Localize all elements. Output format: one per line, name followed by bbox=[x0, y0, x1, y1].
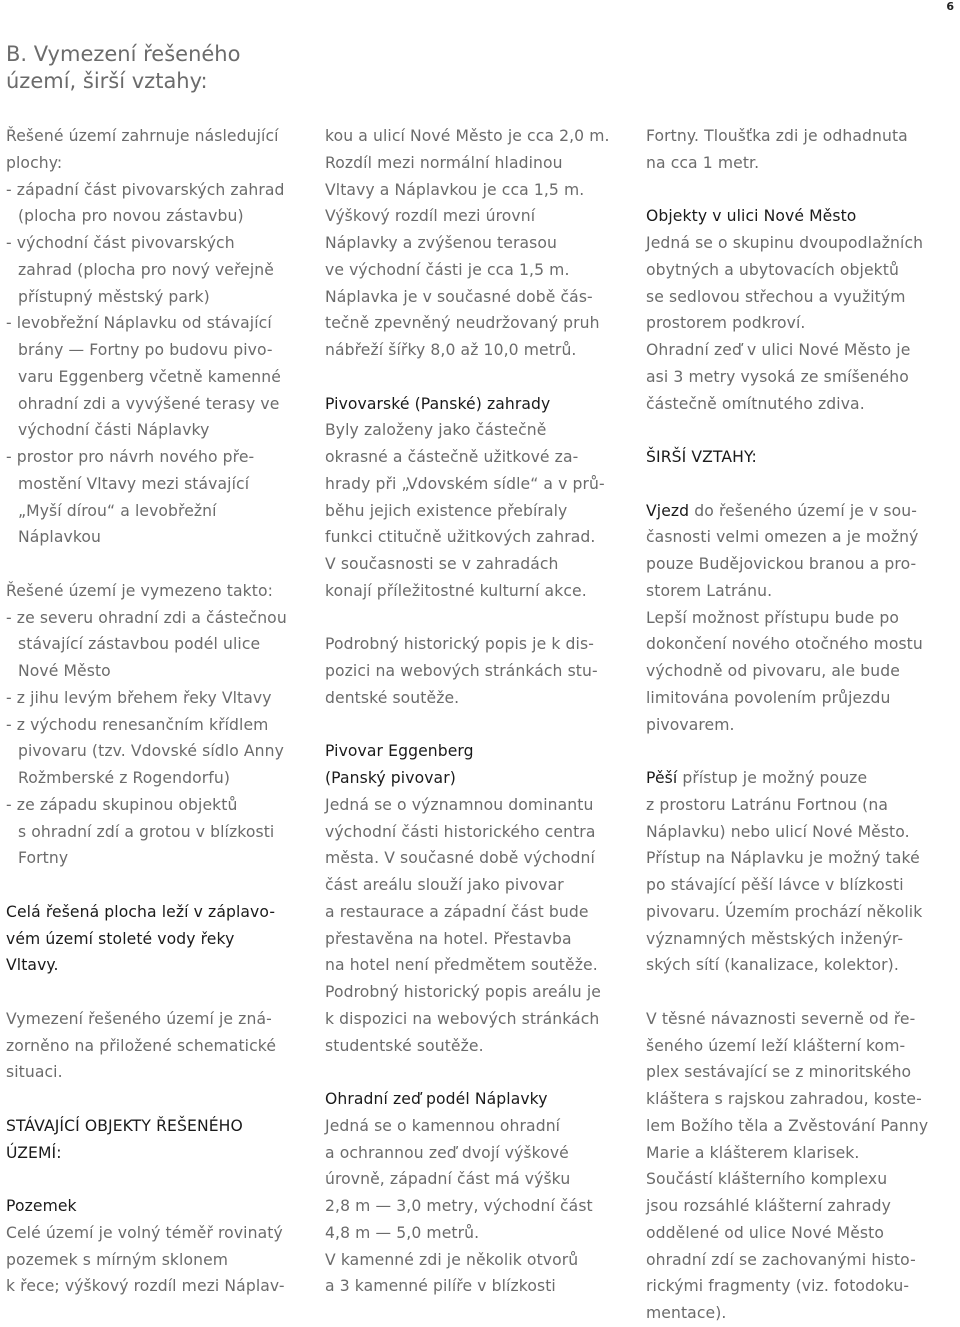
text-line: - východní část pivovarských bbox=[6, 234, 235, 252]
text-line: Výškový rozdíl mezi úrovní bbox=[325, 207, 536, 226]
paragraph-pesi bbox=[646, 792, 946, 979]
vjezd-rest: do řešeného území je v sou- bbox=[689, 501, 917, 520]
page-title bbox=[6, 41, 306, 95]
paragraph-zaplavove-uzemi bbox=[6, 899, 306, 979]
heading-sirsi-vztahy: ŠIRŠÍ VZTAHY: bbox=[646, 448, 757, 466]
paragraph-vjezd bbox=[646, 524, 946, 738]
text-line: Náplavka je v současné době čás- bbox=[325, 287, 593, 306]
text-line: Nové Město bbox=[18, 662, 111, 680]
text-line: oddělené od ulice Nové Město bbox=[646, 1223, 884, 1242]
text-line: a restaurace a západní část bude bbox=[325, 902, 589, 921]
text-line: k dispozici na webových stránkách bbox=[325, 1009, 600, 1028]
column-left bbox=[6, 123, 306, 1300]
text-line: ohradní zdi a vyvýšené terasy ve bbox=[18, 394, 280, 413]
paragraph-pivovar bbox=[325, 792, 625, 1060]
text-line: obytných a ubytovacích objektů bbox=[646, 260, 899, 279]
text-line: Řešené území je vymezeno takto: bbox=[6, 581, 274, 600]
text-line: východní části Náplavky bbox=[18, 421, 210, 440]
text-line: V současnosti se v zahradách bbox=[325, 555, 559, 573]
paragraph-zahrady bbox=[325, 417, 625, 604]
text-line: a ochrannou zeď dvojí výškové bbox=[325, 1143, 569, 1162]
text-line: Lepší možnost přístupu bude po bbox=[646, 608, 900, 627]
text-line: limitována povolením průjezdu bbox=[646, 688, 891, 707]
text-line: (plocha pro novou zástavbu) bbox=[18, 207, 244, 226]
paragraph-klasterni-komplex bbox=[646, 1006, 946, 1327]
text-line: plochy: bbox=[6, 153, 63, 172]
text-line: z prostoru Latránu Fortnou (na bbox=[646, 795, 888, 814]
page-title-line: B. Vymezení řešeného bbox=[6, 42, 241, 66]
page-number: 6 bbox=[946, 0, 954, 13]
text-line: vém území stoleté vody řeky bbox=[6, 929, 235, 948]
text-line: funkci ctitučně užitkových zahrad. bbox=[325, 528, 596, 547]
text-line: Marie a klášterem klarisek. bbox=[646, 1143, 860, 1162]
text-line: úrovně, západní část má výšku bbox=[325, 1170, 571, 1189]
text-line: zahrad (plocha pro nový veřejně bbox=[18, 260, 274, 279]
text-line: významných městských inženýr- bbox=[646, 929, 904, 948]
column-middle bbox=[325, 123, 625, 1300]
text-line: na cca 1 metr. bbox=[646, 153, 760, 172]
text-line: Celá řešená plocha leží v záplavo- bbox=[6, 902, 276, 921]
text-line: brány — Fortny po budovu pivo- bbox=[18, 341, 273, 359]
text-line: pivovaru (tzv. Vdovské sídlo Anny bbox=[18, 742, 284, 761]
text-line: dentské soutěže. bbox=[325, 688, 460, 707]
heading-stavajici-objekty bbox=[6, 1113, 306, 1167]
text-line: rickými fragmenty (viz. fotodoku- bbox=[646, 1277, 910, 1296]
text-line: kláštera s rajskou zahradou, koste- bbox=[646, 1090, 922, 1108]
text-line: tečně zpevněný neudržovaný pruh bbox=[325, 314, 600, 333]
paragraph-historicky-popis bbox=[325, 631, 625, 711]
text-line: plex sestávající se z minoritského bbox=[646, 1063, 912, 1082]
text-line: s ohradní zdí a grotou v blízkosti bbox=[18, 822, 275, 841]
text-line: města. V současné době východní bbox=[325, 849, 595, 868]
text-line: 2,8 m — 3,0 metry, východní část bbox=[325, 1197, 593, 1215]
text-line: východně od pivovaru, ale bude bbox=[646, 662, 900, 680]
text-line: Rožmberské z Rogendorfu) bbox=[18, 769, 231, 787]
text-line: Vltavy. bbox=[6, 956, 59, 975]
text-line: zorněno na přiložené schematické bbox=[6, 1036, 277, 1055]
text-line: Jedná se o kamennou ohradní bbox=[325, 1116, 561, 1135]
text-line: východní části historického centra bbox=[325, 822, 596, 841]
heading-objekty-nove-mesto: Objekty v ulici Nové Město bbox=[646, 207, 857, 226]
paragraph-ohradni-zed bbox=[325, 1113, 625, 1300]
text-line: situaci. bbox=[6, 1063, 63, 1082]
text-line: - z východu renesančním křídlem bbox=[6, 715, 269, 734]
text-line: stávající zástavbou podél ulice bbox=[18, 635, 261, 654]
text-line: běhu jejich existence přebíraly bbox=[325, 501, 568, 520]
text-line: na hotel není předmětem soutěže. bbox=[325, 956, 598, 975]
text-line: přístupný městský park) bbox=[18, 287, 210, 306]
text-line: lem Božího těla a Zvěstování Panny bbox=[646, 1116, 929, 1135]
text-line: ÚZEMÍ: bbox=[6, 1143, 62, 1162]
text-line: studentské soutěže. bbox=[325, 1036, 484, 1055]
text-line: pivovarem. bbox=[646, 715, 735, 734]
heading-pozemek: Pozemek bbox=[6, 1197, 77, 1215]
paragraph-vyskove-rozdily bbox=[325, 123, 625, 364]
text-line: Rozdíl mezi normální hladinou bbox=[325, 153, 563, 172]
text-line: mentace). bbox=[646, 1304, 727, 1322]
text-line: částečně omítnutého zdiva. bbox=[646, 394, 865, 413]
text-line: dokončení nového otočného mostu bbox=[646, 635, 923, 654]
heading-pivovar-eggenberg bbox=[325, 738, 625, 792]
text-line: V těsné návaznosti severně od ře- bbox=[646, 1009, 916, 1028]
text-line: Náplavku) nebo ulicí Nové Město. bbox=[646, 822, 910, 841]
text-line: 4,8 m — 5,0 metrů. bbox=[325, 1223, 480, 1242]
text-line: Jedná se o významnou dominantu bbox=[325, 795, 594, 814]
paragraph-vymezeni bbox=[6, 578, 306, 872]
text-line: jsou rozsáhlé klášterní zahrady bbox=[646, 1197, 891, 1215]
paragraph-vjezd-first-line bbox=[646, 498, 946, 525]
page-title-line: území, širší vztahy: bbox=[6, 69, 208, 93]
text-line: Podrobný historický popis areálu je bbox=[325, 983, 601, 1001]
text-line: „Myší dírou“ a levobřežní bbox=[18, 501, 217, 520]
text-line: přestavěna na hotel. Přestavba bbox=[325, 929, 572, 948]
text-line: - ze západu skupinou objektů bbox=[6, 795, 238, 814]
text-line: Náplavky a zvýšenou terasou bbox=[325, 234, 557, 252]
text-line: pozemek s mírným sklonem bbox=[6, 1250, 229, 1269]
lead-pesi: Pěší bbox=[646, 769, 678, 787]
text-line: STÁVAJÍCÍ OBJEKTY ŘEŠENÉHO bbox=[6, 1116, 243, 1135]
text-line: se sedlovou střechou a využitým bbox=[646, 287, 906, 306]
paragraph-pesi-first-line bbox=[646, 765, 946, 792]
text-line: po stávající pěší lávce v blízkosti bbox=[646, 876, 904, 894]
paragraph-plochy bbox=[6, 123, 306, 551]
text-line: Vltavy a Náplavkou je cca 1,5 m. bbox=[325, 180, 585, 199]
text-line: ských sítí (kanalizace, kolektor). bbox=[646, 956, 899, 975]
pesi-rest: přístup je možný pouze bbox=[677, 769, 868, 787]
text-line: šeného území leží klášterní kom- bbox=[646, 1036, 906, 1055]
text-line: a 3 kamenné pilíře v blízkosti bbox=[325, 1277, 556, 1296]
text-line: okrasné a částečně užitkové za- bbox=[325, 448, 579, 466]
text-line: - levobřežní Náplavku od stávající bbox=[6, 314, 272, 333]
text-line: Celé území je volný téměř rovinatý bbox=[6, 1223, 283, 1242]
text-line: nábřeží šířky 8,0 až 10,0 metrů. bbox=[325, 341, 577, 359]
text-line: kou a ulicí Nové Město je cca 2,0 m. bbox=[325, 127, 610, 145]
text-line: Ohradní zeď v ulici Nové Město je bbox=[646, 341, 911, 359]
text-line: ohradní zdí se zachovanými histo- bbox=[646, 1250, 916, 1269]
text-line: asi 3 metry vysoká ze smíšeného bbox=[646, 367, 909, 386]
paragraph-fortny bbox=[646, 123, 946, 177]
text-line: V kamenné zdi je několik otvorů bbox=[325, 1250, 579, 1269]
text-line: Součástí klášterního komplexu bbox=[646, 1170, 888, 1189]
heading-ohradni-zed: Ohradní zeď podél Náplavky bbox=[325, 1090, 548, 1108]
text-line: Náplavkou bbox=[18, 528, 102, 547]
text-line: prostorem podkroví. bbox=[646, 314, 806, 333]
heading-pivovarske-zahrady: Pivovarské (Panské) zahrady bbox=[325, 394, 551, 413]
text-line: Řešené území zahrnuje následující bbox=[6, 127, 279, 145]
text-line: k řece; výškový rozdíl mezi Náplav- bbox=[6, 1277, 285, 1296]
text-line: Pivovar Eggenberg bbox=[325, 742, 474, 761]
text-line: Přístup na Náplavku je možný také bbox=[646, 849, 920, 868]
text-line: Podrobný historický popis je k dis- bbox=[325, 635, 594, 654]
text-line: Fortny. Tloušťka zdi je odhadnuta bbox=[646, 127, 908, 145]
text-line: část areálu slouží jako pivovar bbox=[325, 876, 564, 894]
text-line: časnosti velmi omezen a je možný bbox=[646, 528, 919, 547]
column-right bbox=[646, 123, 946, 1327]
text-line: Jedná se o skupinu dvoupodlažních bbox=[646, 234, 924, 252]
text-line: varu Eggenberg včetně kamenné bbox=[18, 367, 281, 386]
text-line: Fortny bbox=[18, 849, 69, 868]
paragraph-pozemek bbox=[6, 1220, 306, 1300]
text-line: pozici na webových stránkách stu- bbox=[325, 662, 598, 680]
paragraph-objekty bbox=[646, 230, 946, 417]
text-line: - prostor pro návrh nového pře- bbox=[6, 448, 255, 466]
text-line: pivovaru. Územím prochází několik bbox=[646, 902, 923, 921]
text-line: Byly založeny jako částečně bbox=[325, 421, 547, 440]
text-line: - ze severu ohradní zdi a částečnou bbox=[6, 608, 287, 627]
lead-vjezd: Vjezd bbox=[646, 501, 690, 520]
text-line: hrady při „Vdovském sídle“ a v prů- bbox=[325, 474, 605, 493]
text-line: pouze Budějovickou branou a pro- bbox=[646, 555, 917, 573]
text-line: - z jihu levým břehem řeky Vltavy bbox=[6, 688, 272, 707]
text-line: mostění Vltavy mezi stávající bbox=[18, 474, 250, 493]
text-line: ve východní části je cca 1,5 m. bbox=[325, 260, 570, 279]
paragraph-schematicka-situace bbox=[6, 1006, 306, 1086]
text-line: konají příležitostné kulturní akce. bbox=[325, 581, 587, 600]
text-line: - západní část pivovarských zahrad bbox=[6, 180, 285, 199]
text-line: Vymezení řešeného území je zná- bbox=[6, 1009, 272, 1028]
text-line: (Panský pivovar) bbox=[325, 769, 456, 787]
text-line: storem Latránu. bbox=[646, 581, 773, 600]
